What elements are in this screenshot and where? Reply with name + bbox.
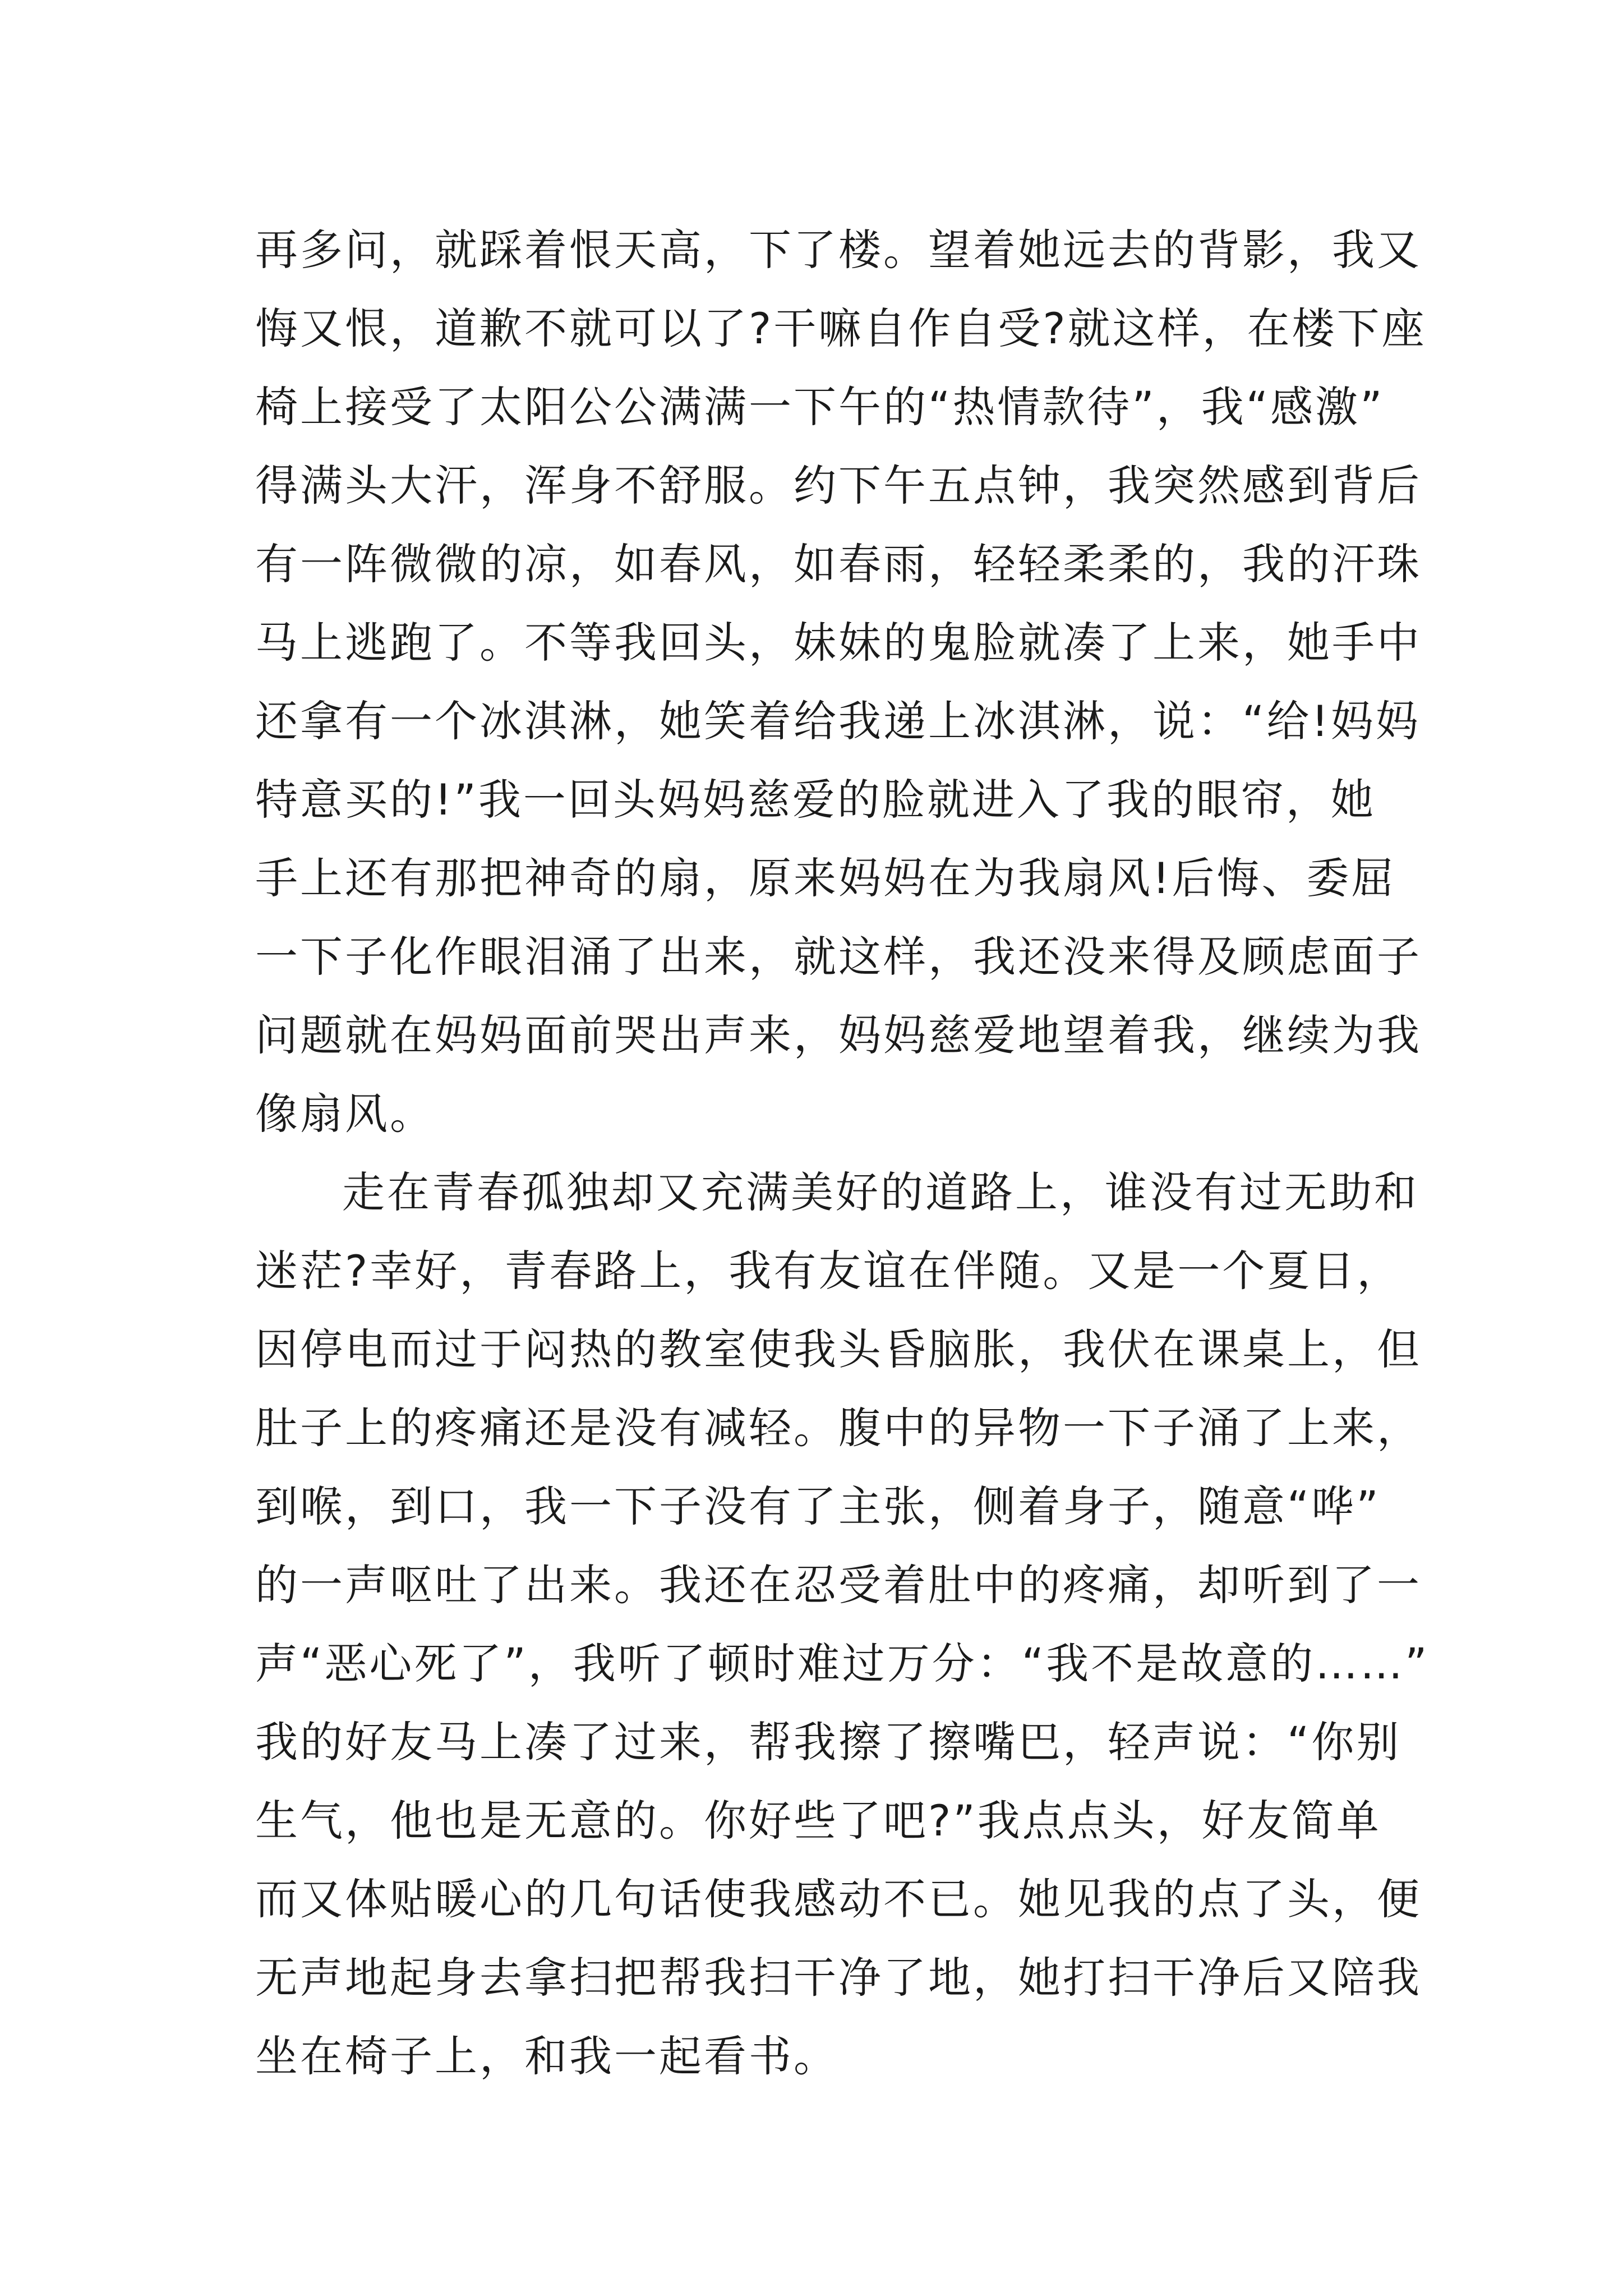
text-line: 而又体贴暖心的几句话使我感动不已。她见我的点了头，便 (255, 1874, 1422, 1924)
text-line: 还拿有一个冰淇淋，她笑着给我递上冰淇淋，说：“给!妈妈 (255, 696, 1421, 746)
text-line: 的一声呕吐了出来。我还在忍受着肚中的疼痛，却听到了一 (255, 1560, 1422, 1610)
text-line: 手上还有那把神奇的扇，原来妈妈在为我扇风!后悔、委屈 (255, 853, 1396, 903)
text-line: 像扇风。 (255, 1089, 435, 1139)
text-line: 生气，他也是无意的。你好些了吧?”我点点头，好友简单 (255, 1796, 1381, 1846)
text-line: 再多问，就踩着恨天高，下了楼。望着她远去的背影，我又 (255, 225, 1422, 275)
text-line: 我的好友马上凑了过来，帮我擦了擦嘴巴，轻声说：“你别 (255, 1717, 1401, 1767)
text-line: 一下子化作眼泪涌了出来，就这样，我还没来得及顾虑面子 (255, 932, 1422, 982)
text-line: 无声地起身去拿扫把帮我扫干净了地，她打扫干净后又陪我 (255, 1953, 1422, 2003)
text-line: 椅上接受了太阳公公满满一下午的“热情款待”，我“感激” (255, 382, 1385, 432)
text-line: 走在青春孤独却又充满美好的道路上，谁没有过无助和 (342, 1167, 1419, 1217)
text-line: 坐在椅子上，和我一起看书。 (255, 2031, 838, 2081)
text-line: 有一阵微微的凉，如春风，如春雨，轻轻柔柔的，我的汗珠 (255, 539, 1422, 589)
text-line: 特意买的!”我一回头妈妈慈爱的脸就进入了我的眼帘，她 (255, 775, 1376, 825)
text-line: 到喉，到口，我一下子没有了主张，侧着身子，随意“哗” (255, 1481, 1381, 1531)
text-line: 马上逃跑了。不等我回头，妹妹的鬼脸就凑了上来，她手中 (255, 618, 1422, 668)
text-line: 迷茫?幸好，青春路上，我有友谊在伴随。又是一个夏日， (255, 1246, 1402, 1296)
text-line: 声“恶心死了”，我听了顿时难过万分：“我不是故意的……” (255, 1639, 1430, 1688)
text-line: 肚子上的疼痛还是没有减轻。腹中的异物一下子涌了上来， (255, 1403, 1422, 1453)
text-line: 因停电而过于闷热的教室使我头昏脑胀，我伏在课桌上，但 (255, 1324, 1422, 1374)
text-line: 得满头大汗，浑身不舒服。约下午五点钟，我突然感到背后 (255, 461, 1422, 510)
text-line: 悔又恨，道歉不就可以了?干嘛自作自受?就这样，在楼下座 (255, 303, 1427, 353)
text-line: 问题就在妈妈面前哭出声来，妈妈慈爱地望着我，继续为我 (255, 1010, 1422, 1060)
